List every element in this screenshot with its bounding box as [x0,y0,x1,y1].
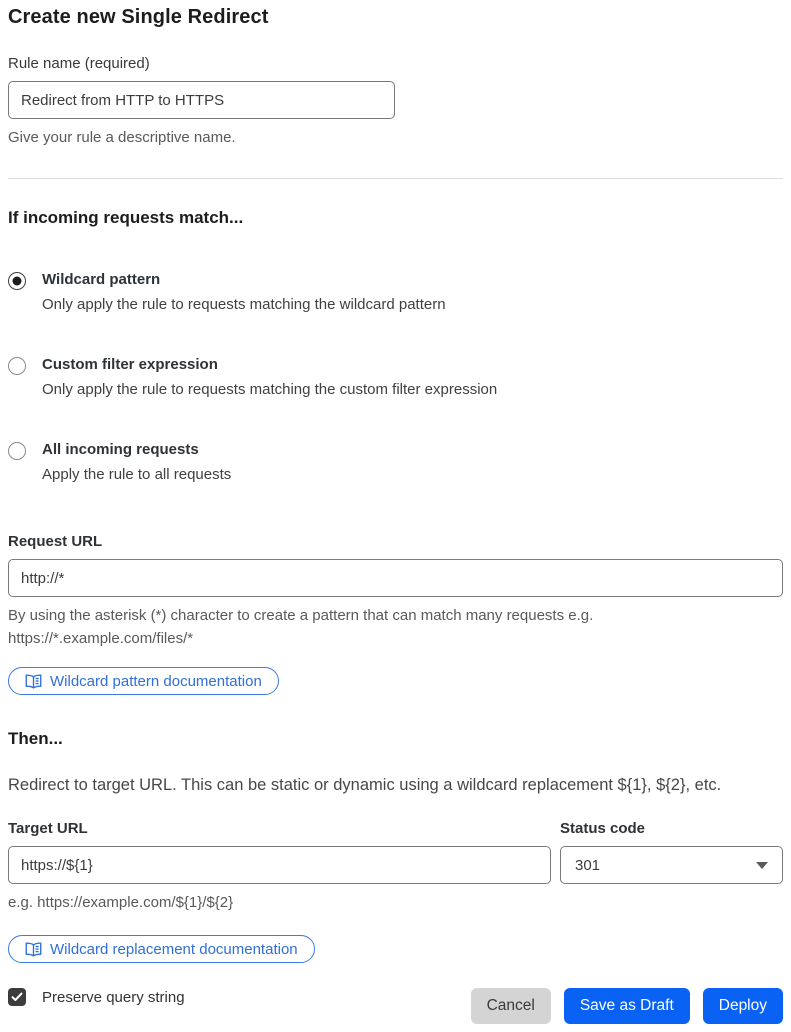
open-book-icon [25,674,42,689]
page-title: Create new Single Redirect [8,6,269,28]
preserve-query-label: Preserve query string [42,988,185,1006]
radio-button-custom-filter[interactable] [8,357,26,375]
open-book-icon [25,942,42,957]
preserve-query-checkbox[interactable] [8,988,26,1006]
radio-option-custom-filter[interactable] [8,356,783,398]
radio-description: Only apply the rule to requests matching the custom filter expression [42,381,498,398]
status-code-label: Status code [560,820,646,837]
status-code-select[interactable] [560,846,783,884]
radio-description: Apply the rule to all requests [42,466,232,483]
rule-name-helper: Give your rule a descriptive name. [8,129,236,146]
radio-label: Wildcard pattern [42,271,161,288]
request-url-helper [8,604,783,650]
wildcard-replacement-docs-button[interactable] [8,935,315,963]
cancel-button[interactable]: Cancel [471,988,551,1024]
footer-actions [471,988,783,1024]
target-url-helper: e.g. https://example.com/${1}/${2} [8,894,234,911]
target-url-label: Target URL [8,820,88,837]
radio-option-wildcard-pattern[interactable] [8,271,783,313]
then-section-heading: Then... [8,729,63,748]
request-url-label: Request URL [8,533,103,550]
radio-label: All incoming requests [42,441,199,458]
doc-button-label: Wildcard pattern documentation [50,672,262,690]
rule-name-input[interactable] [8,81,395,119]
section-divider [8,178,783,179]
request-url-helper-line1: By using the asterisk (*) character to create a pattern that can match many requests e.g. [8,607,594,624]
wildcard-pattern-docs-button[interactable] [8,667,279,695]
target-url-input[interactable] [8,846,551,884]
save-as-draft-button[interactable]: Save as Draft [564,988,690,1024]
radio-button-wildcard-pattern[interactable] [8,272,26,290]
radio-option-all-requests[interactable] [8,441,783,483]
status-code-value: 301 [575,856,601,874]
radio-button-all-requests[interactable] [8,442,26,460]
rule-name-label: Rule name (required) [8,55,150,72]
then-description: Redirect to target URL. This can be static or dynamic using a wildcard replacement ${1}, ${2}, etc. [8,776,722,794]
radio-label: Custom filter expression [42,356,218,373]
deploy-button[interactable]: Deploy [703,988,783,1024]
radio-description: Only apply the rule to requests matching the wildcard pattern [42,296,446,313]
request-url-input[interactable] [8,559,783,597]
request-url-helper-line2: https://*.example.com/files/* [8,630,194,647]
match-section-heading: If incoming requests match... [8,208,244,227]
chevron-down-icon [756,862,768,869]
doc-button-label: Wildcard replacement documentation [50,940,298,958]
